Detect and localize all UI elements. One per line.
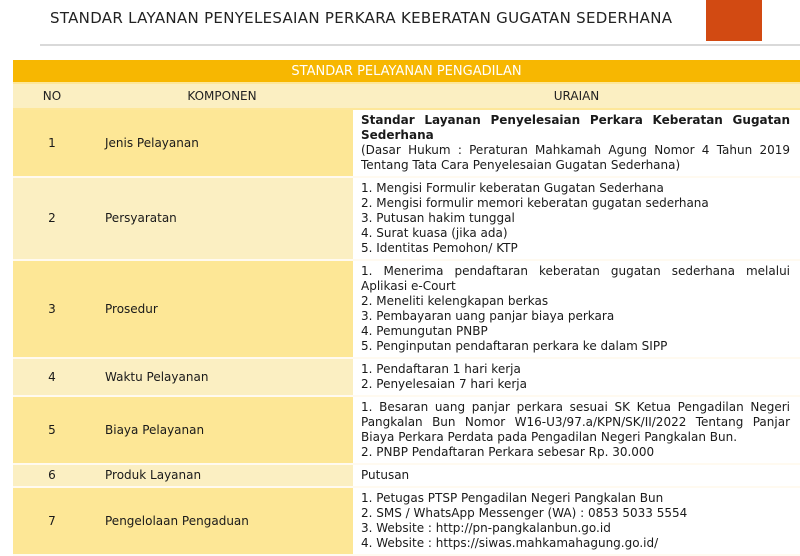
description-line: 4. Pemungutan PNBP (361, 324, 488, 338)
row-component: Persyaratan (91, 177, 353, 260)
description-line: 1. Mengisi Formulir keberatan Gugatan Sederhana (361, 181, 664, 195)
row-number: 3 (13, 260, 91, 358)
description-line: 4. Surat kuasa (jika ada) (361, 226, 508, 240)
row-component: Biaya Pelayanan (91, 396, 353, 464)
column-header-no: NO (13, 83, 91, 109)
description-line: 5. Penginputan pendaftaran perkara ke dalam SIPP (361, 339, 668, 353)
description-line: 2. SMS / WhatsApp Messenger (WA) : 0853 5033 5554 (361, 506, 688, 520)
table-row (13, 464, 800, 487)
table-row (13, 109, 800, 177)
row-number: 4 (13, 358, 91, 396)
description-line: 3. Pembayaran uang panjar biaya perkara (361, 309, 615, 323)
row-component: Jenis Pelayanan (91, 109, 353, 177)
description-line: Putusan (361, 468, 410, 482)
row-description (353, 487, 800, 555)
row-component: Produk Layanan (91, 464, 353, 487)
description-line: 3. Putusan hakim tunggal (361, 211, 515, 225)
row-description (353, 464, 800, 487)
description-line: 1. Pendaftaran 1 hari kerja (361, 362, 521, 376)
description-line: 1. Petugas PTSP Pengadilan Negeri Pangkalan Bun (361, 491, 664, 505)
description-line: 2. PNBP Pendaftaran Perkara sebesar Rp. 30.000 (361, 445, 655, 459)
row-number: 6 (13, 464, 91, 487)
service-standard-table (13, 60, 800, 556)
description-line: 3. Website : http://pn-pangkalanbun.go.id (361, 521, 611, 535)
page-title: STANDAR LAYANAN PENYELESAIAN PERKARA KEBERATAN GUGATAN SEDERHANA (50, 9, 673, 27)
column-header-komponen: KOMPONEN (91, 83, 353, 109)
description-line: (Dasar Hukum : Peraturan Mahkamah Agung Nomor 4 Tahun 2019 Tentang Tata Cara Penyelesaian Gugatan Sederhana) (361, 143, 791, 172)
table-row (13, 260, 800, 358)
row-number: 7 (13, 487, 91, 555)
description-line: Standar Layanan Penyelesaian Perkara Keberatan Gugatan Sederhana (361, 113, 791, 142)
service-standard-sheet (13, 60, 800, 550)
row-number: 1 (13, 109, 91, 177)
page-header (0, 0, 800, 48)
row-component: Waktu Pelayanan (91, 358, 353, 396)
description-line: 2. Meneliti kelengkapan berkas (361, 294, 549, 308)
corner-accent-block (706, 0, 762, 41)
row-component: Prosedur (91, 260, 353, 358)
row-description (353, 396, 800, 464)
row-description (353, 358, 800, 396)
description-line: 2. Mengisi formulir memori keberatan gugatan sederhana (361, 196, 709, 210)
row-description (353, 109, 800, 177)
row-number: 2 (13, 177, 91, 260)
description-line: 1. Besaran uang panjar perkara sesuai SK Ketua Pengadilan Negeri Pangkalan Bun Nomor W16-U3/97.a/KPN/SK/II/2022 Tentang Panjar Biaya Perkara Perdata pada Pengadilan Negeri Pangkalan Bun. (361, 400, 791, 444)
column-header-uraian: URAIAN (353, 83, 800, 109)
header-divider (40, 44, 800, 46)
table-title: STANDAR PELAYANAN PENGADILAN (13, 60, 800, 83)
table-row (13, 487, 800, 555)
description-line: 4. Website : https://siwas.mahkamahagung.go.id/ (361, 536, 659, 550)
row-number: 5 (13, 396, 91, 464)
row-description (353, 260, 800, 358)
description-line: 5. Identitas Pemohon/ KTP (361, 241, 518, 255)
row-component: Pengelolaan Pengaduan (91, 487, 353, 555)
description-line: 2. Penyelesaian 7 hari kerja (361, 377, 527, 391)
table-row (13, 396, 800, 464)
table-row (13, 177, 800, 260)
row-description (353, 177, 800, 260)
description-line: 1. Menerima pendaftaran keberatan gugatan sederhana melalui Aplikasi e-Court (361, 264, 791, 293)
table-row (13, 358, 800, 396)
